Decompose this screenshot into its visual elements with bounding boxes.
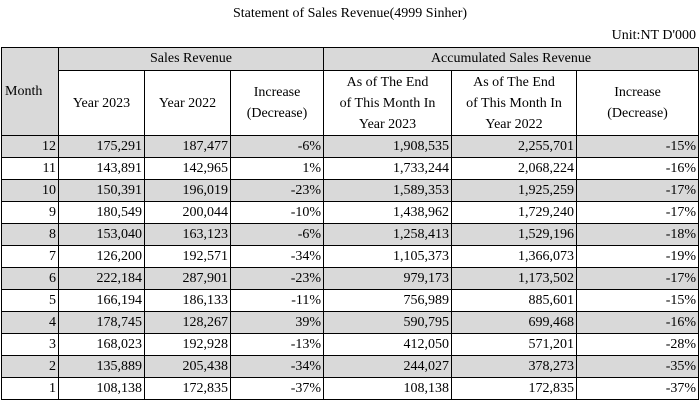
table-row bbox=[2, 180, 699, 202]
table-row bbox=[2, 202, 699, 224]
acc-decrease-header-line: (Decrease) bbox=[607, 106, 668, 121]
revenue-2023-cell: 178,745 bbox=[59, 312, 145, 334]
accumulated-2023-cell: 1,589,353 bbox=[324, 180, 452, 202]
increase-header-line: Increase bbox=[253, 85, 301, 100]
table-row bbox=[2, 312, 699, 334]
revenue-2023-cell: 108,138 bbox=[59, 378, 145, 400]
header-row-group bbox=[2, 48, 699, 71]
revenue-2023-cell: 168,023 bbox=[59, 334, 145, 356]
accumulated-2022-cell: 1,366,073 bbox=[452, 246, 577, 268]
revenue-2023-cell: 150,391 bbox=[59, 180, 145, 202]
month-cell: 12 bbox=[2, 136, 59, 158]
month-cell: 1 bbox=[2, 378, 59, 400]
report-title: Statement of Sales Revenue(4999 Sinher) bbox=[232, 6, 468, 21]
month-cell: 2 bbox=[2, 356, 59, 378]
acc-2022-line-1: As of The End bbox=[473, 74, 555, 90]
accumulated-increase-cell: -15% bbox=[577, 136, 699, 158]
accumulated-2023-cell: 412,050 bbox=[324, 334, 452, 356]
accumulated-2022-cell: 699,468 bbox=[452, 312, 577, 334]
acc-2022-header bbox=[452, 71, 577, 136]
revenue-2023-cell: 135,889 bbox=[59, 356, 145, 378]
sales-revenue-header: Sales Revenue bbox=[59, 48, 324, 71]
accumulated-2022-cell: 2,255,701 bbox=[452, 136, 577, 158]
revenue-2022-cell: 192,571 bbox=[145, 246, 231, 268]
increase-header bbox=[231, 71, 324, 136]
unit-label: Unit:NT D'000 bbox=[611, 28, 696, 43]
accumulated-2023-cell: 1,105,373 bbox=[324, 246, 452, 268]
revenue-2023-cell: 166,194 bbox=[59, 290, 145, 312]
acc-2022-line-3: Year 2022 bbox=[485, 116, 543, 132]
accumulated-increase-cell: -35% bbox=[577, 356, 699, 378]
accumulated-2022-cell: 2,068,224 bbox=[452, 158, 577, 180]
revenue-2022-cell: 142,965 bbox=[145, 158, 231, 180]
accumulated-increase-cell: -37% bbox=[577, 378, 699, 400]
revenue-2023-cell: 175,291 bbox=[59, 136, 145, 158]
revenue-2023-cell: 180,549 bbox=[59, 202, 145, 224]
month-cell: 9 bbox=[2, 202, 59, 224]
month-cell: 5 bbox=[2, 290, 59, 312]
revenue-2023-cell: 126,200 bbox=[59, 246, 145, 268]
increase-cell: -37% bbox=[231, 378, 324, 400]
accumulated-increase-cell: -17% bbox=[577, 180, 699, 202]
accumulated-2023-cell: 590,795 bbox=[324, 312, 452, 334]
accumulated-increase-cell: -19% bbox=[577, 246, 699, 268]
month-cell: 10 bbox=[2, 180, 59, 202]
table-row bbox=[2, 136, 699, 158]
accumulated-2022-cell: 378,273 bbox=[452, 356, 577, 378]
accumulated-increase-cell: -16% bbox=[577, 158, 699, 180]
accumulated-increase-cell: -17% bbox=[577, 268, 699, 290]
accumulated-2023-cell: 1,908,535 bbox=[324, 136, 452, 158]
accumulated-increase-cell: -16% bbox=[577, 312, 699, 334]
revenue-2023-cell: 153,040 bbox=[59, 224, 145, 246]
increase-cell: -13% bbox=[231, 334, 324, 356]
accumulated-2022-cell: 1,529,196 bbox=[452, 224, 577, 246]
revenue-2022-cell: 172,835 bbox=[145, 378, 231, 400]
month-cell: 7 bbox=[2, 246, 59, 268]
accumulated-increase-cell: -28% bbox=[577, 334, 699, 356]
table-row bbox=[2, 246, 699, 268]
accumulated-2022-cell: 885,601 bbox=[452, 290, 577, 312]
accumulated-2023-cell: 1,733,244 bbox=[324, 158, 452, 180]
revenue-2022-cell: 192,928 bbox=[145, 334, 231, 356]
accumulated-header: Accumulated Sales Revenue bbox=[324, 48, 699, 71]
revenue-2022-cell: 186,133 bbox=[145, 290, 231, 312]
year-2022-header: Year 2022 bbox=[145, 71, 231, 136]
increase-cell: -11% bbox=[231, 290, 324, 312]
accumulated-2022-cell: 1,925,259 bbox=[452, 180, 577, 202]
month-header: Month bbox=[2, 48, 59, 136]
table-row bbox=[2, 158, 699, 180]
increase-cell: 1% bbox=[231, 158, 324, 180]
table-row bbox=[2, 378, 699, 400]
revenue-2022-cell: 128,267 bbox=[145, 312, 231, 334]
table-row bbox=[2, 290, 699, 312]
year-2023-header: Year 2023 bbox=[59, 71, 145, 136]
acc-increase-header bbox=[577, 71, 699, 136]
month-cell: 3 bbox=[2, 334, 59, 356]
increase-cell: -23% bbox=[231, 180, 324, 202]
acc-2023-line-1: As of The End bbox=[346, 74, 429, 90]
revenue-2022-cell: 196,019 bbox=[145, 180, 231, 202]
header-row-columns bbox=[2, 71, 699, 136]
month-cell: 11 bbox=[2, 158, 59, 180]
acc-2023-header bbox=[324, 71, 452, 136]
accumulated-2023-cell: 1,258,413 bbox=[324, 224, 452, 246]
revenue-2022-cell: 187,477 bbox=[145, 136, 231, 158]
accumulated-2023-cell: 979,173 bbox=[324, 268, 452, 290]
accumulated-increase-cell: -17% bbox=[577, 202, 699, 224]
revenue-2022-cell: 200,044 bbox=[145, 202, 231, 224]
revenue-2022-cell: 287,901 bbox=[145, 268, 231, 290]
accumulated-2022-cell: 1,173,502 bbox=[452, 268, 577, 290]
table-row bbox=[2, 334, 699, 356]
accumulated-2022-cell: 1,729,240 bbox=[452, 202, 577, 224]
accumulated-increase-cell: -18% bbox=[577, 224, 699, 246]
table-body bbox=[2, 136, 699, 400]
accumulated-2023-cell: 756,989 bbox=[324, 290, 452, 312]
revenue-2023-cell: 222,184 bbox=[59, 268, 145, 290]
month-cell: 6 bbox=[2, 268, 59, 290]
acc-2023-line-2: of This Month In bbox=[339, 95, 436, 111]
table-row bbox=[2, 268, 699, 290]
revenue-2023-cell: 143,891 bbox=[59, 158, 145, 180]
increase-cell: -6% bbox=[231, 136, 324, 158]
increase-cell: -6% bbox=[231, 224, 324, 246]
accumulated-2022-cell: 571,201 bbox=[452, 334, 577, 356]
revenue-2022-cell: 163,123 bbox=[145, 224, 231, 246]
acc-2022-line-2: of This Month In bbox=[466, 95, 562, 111]
accumulated-increase-cell: -15% bbox=[577, 290, 699, 312]
table-row bbox=[2, 224, 699, 246]
month-cell: 8 bbox=[2, 224, 59, 246]
acc-increase-header-line: Increase bbox=[614, 85, 661, 100]
revenue-table bbox=[1, 47, 699, 400]
acc-2023-line-3: Year 2023 bbox=[358, 116, 417, 132]
increase-cell: -10% bbox=[231, 202, 324, 224]
increase-cell: -34% bbox=[231, 356, 324, 378]
increase-cell: -34% bbox=[231, 246, 324, 268]
decrease-header-line: (Decrease) bbox=[246, 106, 308, 121]
accumulated-2023-cell: 108,138 bbox=[324, 378, 452, 400]
accumulated-2022-cell: 172,835 bbox=[452, 378, 577, 400]
accumulated-2023-cell: 1,438,962 bbox=[324, 202, 452, 224]
increase-cell: 39% bbox=[231, 312, 324, 334]
accumulated-2023-cell: 244,027 bbox=[324, 356, 452, 378]
revenue-2022-cell: 205,438 bbox=[145, 356, 231, 378]
table-row bbox=[2, 356, 699, 378]
month-cell: 4 bbox=[2, 312, 59, 334]
increase-cell: -23% bbox=[231, 268, 324, 290]
